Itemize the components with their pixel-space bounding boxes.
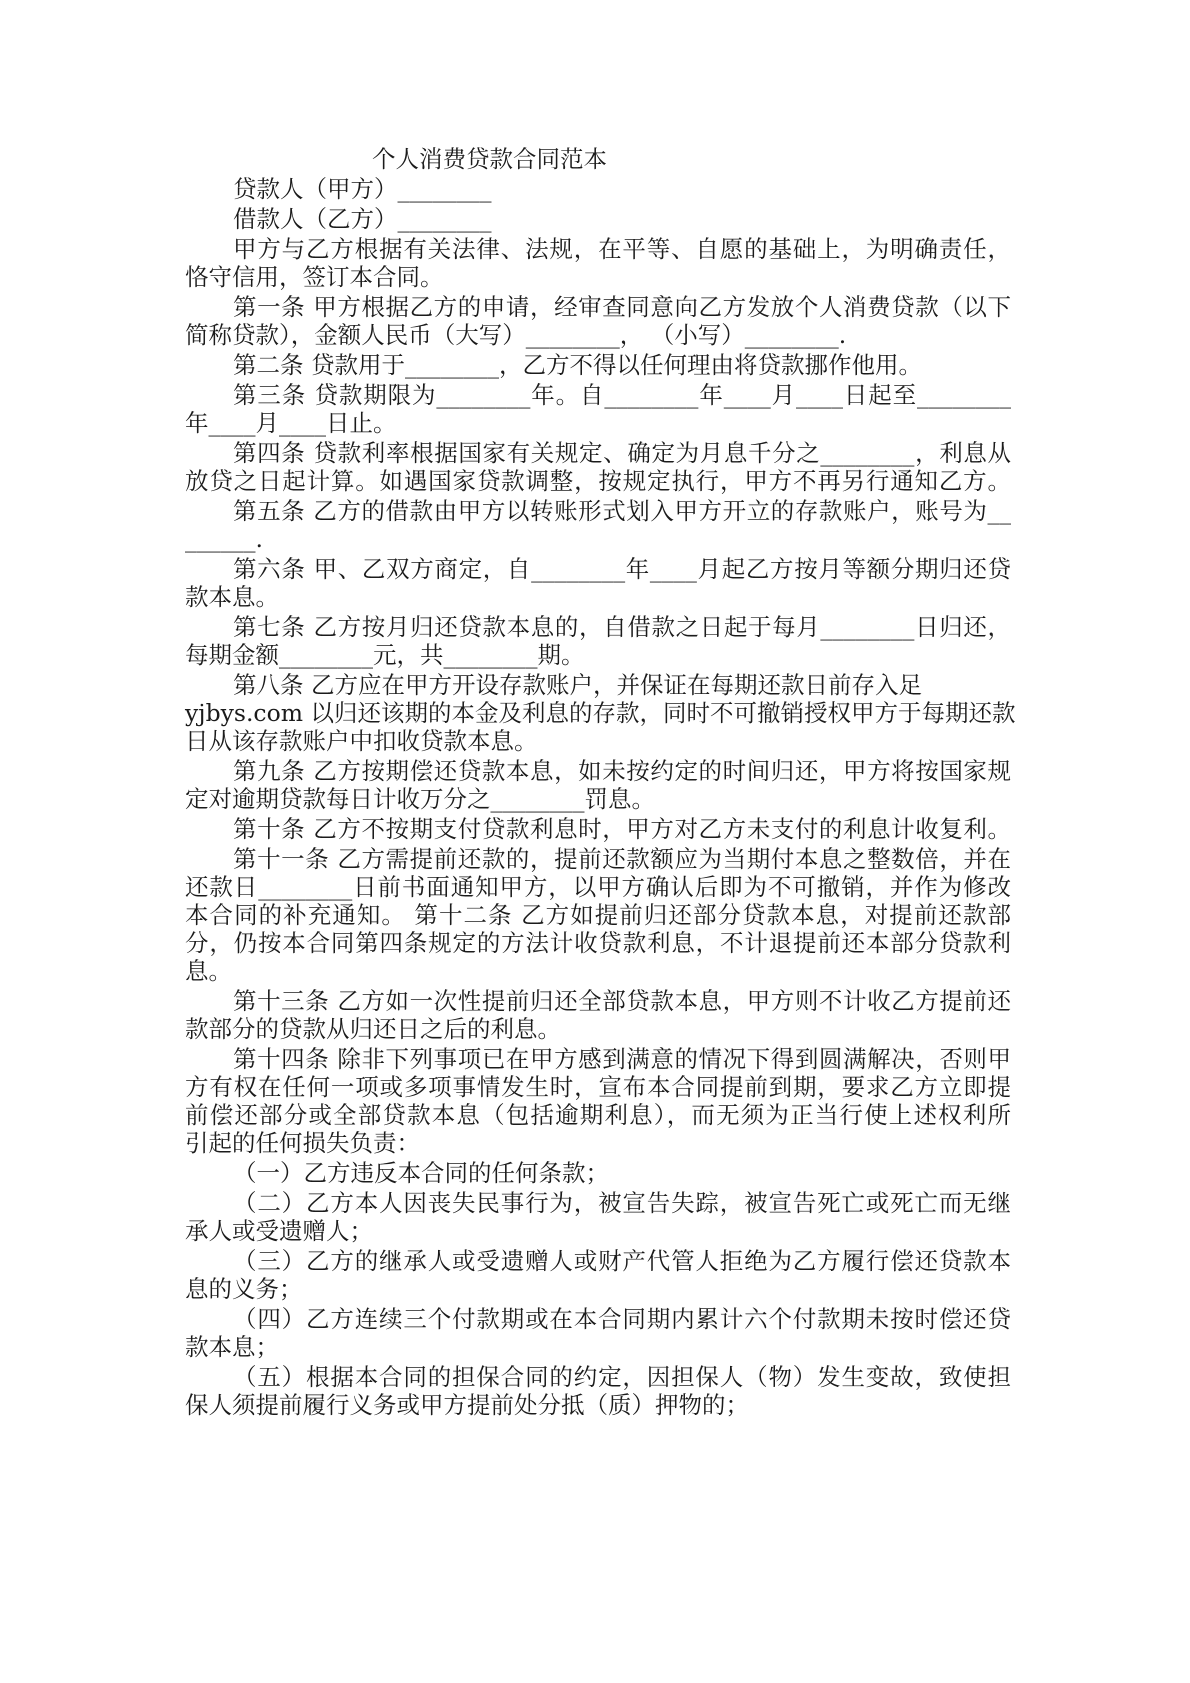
text-line: 第十条 乙方不按期支付贷款利息时，甲方对乙方未支付的利息计收复利。 xyxy=(233,815,1011,843)
article-4 xyxy=(185,439,1011,495)
item-3 xyxy=(185,1247,1011,1303)
article-9 xyxy=(185,757,1011,813)
contract-document xyxy=(185,145,1016,1419)
text-line: （四）乙方连续三个付款期或在本合同期内累计六个付款期未按时偿还贷 xyxy=(233,1305,1011,1333)
text-line: 第六条 甲、乙双方商定，自________年____月起乙方按月等额分期归还贷 xyxy=(233,555,1011,583)
text-line: （三）乙方的继承人或受遗赠人或财产代管人拒绝为乙方履行偿还贷款本 xyxy=(233,1247,1011,1275)
lender-line xyxy=(185,175,1011,203)
text-line: 第三条 贷款期限为________年。自________年____月____日起至________ xyxy=(233,381,1011,409)
text-line: 甲方与乙方根据有关法律、法规，在平等、自愿的基础上，为明确责任， xyxy=(233,235,1011,263)
text-line: 引起的任何损失负责： xyxy=(185,1129,420,1157)
text-line: 保人须提前履行义务或甲方提前处分抵（质）押物的； xyxy=(185,1391,749,1419)
article-10 xyxy=(185,815,1011,843)
article-14 xyxy=(185,1045,1011,1157)
text-line: 第十三条 乙方如一次性提前归还全部贷款本息，甲方则不计收乙方提前还 xyxy=(233,987,1011,1015)
text-line: 款本息。 xyxy=(185,583,279,611)
text-line: 第二条 贷款用于________，乙方不得以任何理由将贷款挪作他用。 xyxy=(233,351,922,379)
text-line: 日从该存款账户中扣收贷款本息。 xyxy=(185,727,538,755)
text-line: ______. xyxy=(185,525,263,553)
text-line: 承人或受遗赠人； xyxy=(185,1217,373,1245)
article-2 xyxy=(185,351,1011,379)
text-line: 分，仍按本合同第四条规定的方法计收贷款利息，不计退提前还本部分贷款利 xyxy=(185,929,1011,957)
article-1 xyxy=(185,293,1011,349)
item-5 xyxy=(185,1363,1011,1419)
article-6 xyxy=(185,555,1011,611)
article-7 xyxy=(185,613,1011,669)
item-1 xyxy=(185,1159,1011,1187)
text-line: 第四条 贷款利率根据国家有关规定、确定为月息千分之________，利息从 xyxy=(233,439,1011,467)
borrower-line xyxy=(185,205,1011,233)
text-line: yjbys.com 以归还该期的本金及利息的存款，同时不可撤销授权甲方于每期还款 xyxy=(185,699,1016,727)
text-line: 息。 xyxy=(185,957,232,985)
text-line: 借款人（乙方）________ xyxy=(233,205,492,233)
text-line: 方有权在任何一项或多项事情发生时，宣布本合同提前到期，要求乙方立即提 xyxy=(185,1073,1011,1101)
item-2 xyxy=(185,1189,1011,1245)
text-line: 定对逾期贷款每日计收万分之________罚息。 xyxy=(185,785,655,813)
text-line: 恪守信用，签订本合同。 xyxy=(185,263,444,291)
article-5 xyxy=(185,497,1011,553)
item-4 xyxy=(185,1305,1011,1361)
text-line: 第五条 乙方的借款由甲方以转账形式划入甲方开立的存款账户，账号为__ xyxy=(233,497,1011,525)
article-13 xyxy=(185,987,1011,1043)
text-line: 第十一条 乙方需提前还款的，提前还款额应为当期付本息之整数倍，并在 xyxy=(233,845,1011,873)
text-line: （五）根据本合同的担保合同的约定，因担保人（物）发生变故，致使担 xyxy=(233,1363,1011,1391)
text-line: 贷款人（甲方）________ xyxy=(233,175,492,203)
text-line: 每期金额________元，共________期。 xyxy=(185,641,585,669)
article-3 xyxy=(185,381,1011,437)
text-line: 款部分的贷款从归还日之后的利息。 xyxy=(185,1015,561,1043)
document-title: 个人消费贷款合同范本 xyxy=(372,145,607,173)
text-line: 本合同的补充通知。 第十二条 乙方如提前归还部分贷款本息，对提前还款部 xyxy=(185,901,1011,929)
text-line: 第八条 乙方应在甲方开设存款账户，并保证在每期还款日前存入足 xyxy=(233,671,922,699)
article-11-12 xyxy=(185,845,1011,985)
text-line: （一）乙方违反本合同的任何条款； xyxy=(233,1159,609,1187)
text-line: 前偿还部分或全部贷款本息（包括逾期利息），而无须为正当行使上述权利所 xyxy=(185,1101,1011,1129)
text-line: 放贷之日起计算。如遇国家贷款调整，按规定执行，甲方不再另行通知乙方。 xyxy=(185,467,1011,495)
text-line: 还款日________日前书面通知甲方，以甲方确认后即为不可撤销，并作为修改 xyxy=(185,873,1011,901)
text-line: 简称贷款），金额人民币（大写）________， （小写）________. xyxy=(185,321,847,349)
text-line: （二）乙方本人因丧失民事行为，被宣告失踪，被宣告死亡或死亡而无继 xyxy=(233,1189,1011,1217)
article-8 xyxy=(185,671,1016,755)
text-line: 年____月____日止。 xyxy=(185,409,397,437)
text-line: 第一条 甲方根据乙方的申请，经审查同意向乙方发放个人消费贷款（以下 xyxy=(233,293,1011,321)
text-line: 第七条 乙方按月归还贷款本息的，自借款之日起于每月________日归还， xyxy=(233,613,1011,641)
text-line: 款本息； xyxy=(185,1333,279,1361)
text-line: 息的义务； xyxy=(185,1275,303,1303)
preamble xyxy=(185,235,1011,291)
text-line: 第九条 乙方按期偿还贷款本息，如未按约定的时间归还，甲方将按国家规 xyxy=(233,757,1011,785)
text-line: 第十四条 除非下列事项已在甲方感到满意的情况下得到圆满解决，否则甲 xyxy=(233,1045,1011,1073)
